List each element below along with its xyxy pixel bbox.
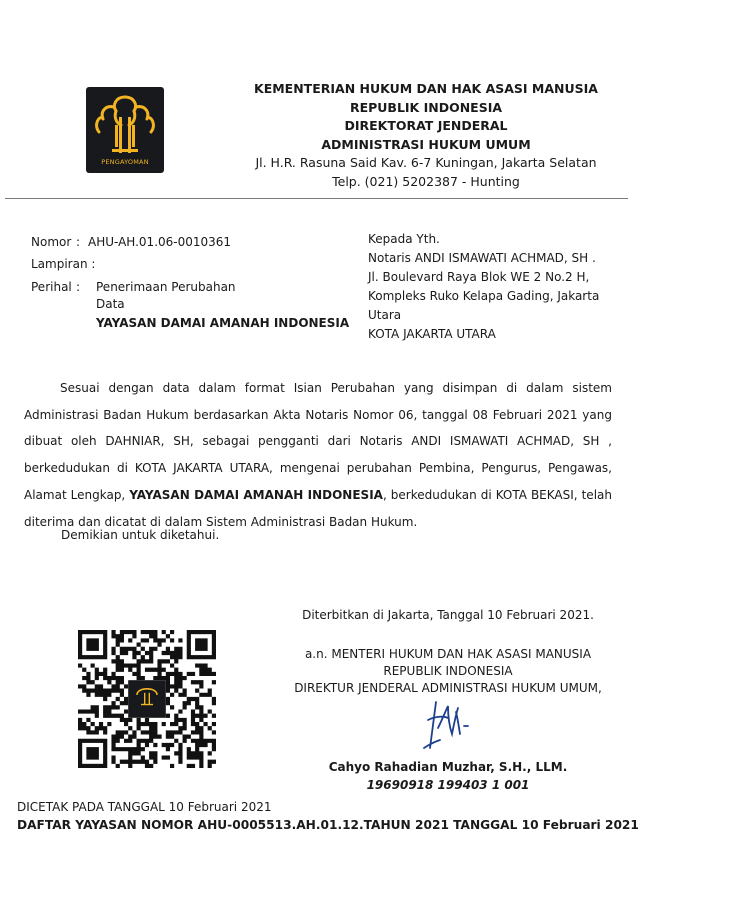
handwritten-signature [418, 698, 478, 758]
ministry-logo [86, 87, 164, 173]
perihal-line1: Penerimaan Perubahan [96, 280, 236, 294]
recipient-name: Notaris ANDI ISMAWATI ACHMAD, SH . [368, 251, 596, 265]
recipient-block [368, 230, 618, 344]
nomor-label: Nomor [31, 235, 72, 249]
recipient-greeting: Kepada Yth. [368, 232, 440, 246]
recipient-city: KOTA JAKARTA UTARA [368, 327, 496, 341]
body-text-before: Sesuai dengan data dalam format Isian Perubahan yang disimpan di dalam sistem Administrasi Badan Hukum berdasarkan Akta Notaris Nomor 06, tanggal 08 Februari 2021 yang dibuat oleh DAHNIAR, SH, sebagai pengganti dari Notaris ANDI ISMAWATI ACHMAD, SH , berkedudukan di KOTA JAKARTA UTARA, mengenai perubahan Pembina, Pengurus, Pengawas, Alamat Lengkap, [24, 381, 612, 502]
directorate-name: DIREKTORAT JENDERAL [344, 118, 508, 133]
printed-date: DICETAK PADA TANGGAL 10 Februari 2021 [17, 800, 272, 814]
department-name: ADMINISTRASI HUKUM UMUM [321, 136, 531, 152]
recipient-address-2: Kompleks Ruko Kelapa Gading, Jakarta [368, 289, 600, 303]
header-divider [5, 198, 628, 199]
perihal-org-name: YAYASAN DAMAI AMANAH INDONESIA [96, 316, 350, 330]
body-org-name: YAYASAN DAMAI AMANAH INDONESIA [129, 487, 383, 502]
on-behalf-line-3: DIREKTUR JENDERAL ADMINISTRASI HUKUM UMUM, [294, 681, 602, 695]
nomor-colon: : [76, 235, 81, 249]
signer-name: Cahyo Rahadian Muzhar, S.H., LLM. [328, 760, 568, 774]
recipient-address-1: Jl. Boulevard Raya Blok WE 2 No.2 H, [368, 270, 590, 284]
office-phone: Telp. (021) 5202387 - Hunting [332, 173, 520, 189]
letter-body [24, 375, 612, 535]
on-behalf-line-2: REPUBLIK INDONESIA [383, 664, 513, 678]
signing-authority [292, 646, 604, 697]
perihal-line2: Data [96, 297, 125, 311]
perihal-colon: : [76, 280, 81, 294]
ministry-name: KEMENTERIAN HUKUM DAN HAK ASASI MANUSIA [254, 81, 598, 96]
closing-line: Demikian untuk diketahui. [61, 528, 220, 542]
nomor-value: AHU-AH.01.06-0010361 [88, 235, 232, 249]
recipient-address-3: Utara [368, 308, 402, 322]
registry-number: DAFTAR YAYASAN NOMOR AHU-0005513.AH.01.12.TAHUN 2021 TANGGAL 10 Februari 2021 [17, 818, 639, 832]
office-address: Jl. H.R. Rasuna Said Kav. 6-7 Kuningan, Jakarta Selatan [255, 155, 597, 170]
issued-statement: Diterbitkan di Jakarta, Tanggal 10 Februari 2021. [302, 608, 594, 622]
on-behalf-line-1: a.n. MENTERI HUKUM DAN HAK ASASI MANUSIA [304, 647, 592, 661]
qr-code [78, 630, 216, 768]
perihal-label: Perihal [31, 280, 72, 294]
country-name: REPUBLIK INDONESIA [349, 99, 503, 115]
logo-caption: PENGAYOMAN [101, 158, 149, 166]
qr-code-icon [78, 630, 216, 768]
lampiran-label: Lampiran : [31, 257, 96, 271]
letterhead [238, 80, 614, 191]
signer-nip: 19690918 199403 1 001 [366, 778, 530, 792]
body-text-after: , berkedudukan di KOTA BEKASI, telah diterima dan dicatat di dalam Sistem Administrasi Badan Hukum. [24, 487, 612, 529]
